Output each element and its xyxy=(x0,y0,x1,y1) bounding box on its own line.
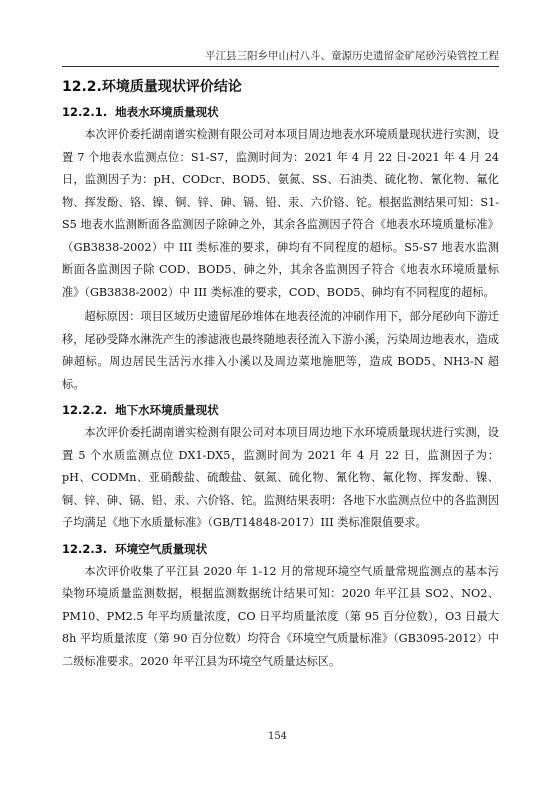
document-body xyxy=(62,76,499,675)
subsection-title: 地表水环境质量现状 xyxy=(115,105,219,119)
paragraph: 本次评价收集了平江县 2020 年 1-12 月的常规环境空气质量常规监测点的基本污染物环境质量监测数据，根据监测数据统计结果可知：2020 年平江县 SO2、NO2、PM10、PM2.5 年平均质量浓度，CO 日平均质量浓度（第 95 百分位数），O3 日最大 8h 平均质量浓度（第 90 百分位数）均符合《环境空气质量标准》（GB3095-2012）中二级标准要求。2020 年平江县为环境空气质量达标区。 xyxy=(62,564,499,668)
section-heading xyxy=(62,76,499,96)
subsection-heading-surface-water xyxy=(62,104,499,120)
paragraph: 本次评价委托湖南谱实检测有限公司对本项目周边地表水环境质量现状进行实测，设置 7 个地表水监测点位：S1-S7，监测时间为：2021 年 4 月 22 日-2021 年 4 月 24 日，监测因子为：pH、CODcr、BOD5、氨氮、SS、石油类、硫化物、氰化物、氟化物、挥发酚、铬、镍、铜、锌、砷、镉、铅、汞、六价铬、铊。根据监测结果可知：S1-S5 地表水监测断面各监测因子除砷之外，其余各监测因子符合《地表水环境质量标准》（GB3838-2002）中 III 类标准的要求，砷均有不同程度的超标。S5-S7 地表水监测断面各监测因子除 COD、BOD5、砷之外，其余各监测因子符合《地表水环境质量标准》（GB3838-2002）中 III 类标准的要求，COD、BOD5、砷均有不同程度的超标。 xyxy=(62,128,499,299)
section-title: 环境质量现状评价结论 xyxy=(101,79,242,95)
subsection-number: 12.2.3. xyxy=(62,541,108,556)
paragraph: 超标原因：项目区域历史遗留尾砂堆体在地表径流的冲刷作用下，部分尾砂向下游迁移，尾砂受降水淋洗产生的渗滤液也最终随地表径流入下游小溪，污染周边地表水，造成砷超标。周边居民生活污水排入小溪以及周边菜地施肥等，造成 BOD5、NH3-N 超标。 xyxy=(62,310,499,391)
page-header: 平江县三阳乡甲山村八斗、童源历史遗留金矿尾砂污染管控工程 xyxy=(205,50,499,62)
subsection-title: 环境空气质量现状 xyxy=(115,541,208,556)
subsection-number: 12.2.1. xyxy=(62,105,108,119)
header-divider xyxy=(62,66,499,67)
subsection-number: 12.2.2. xyxy=(62,403,108,417)
paragraph: 本次评价委托湖南谱实检测有限公司对本项目周边地下水环境质量现状进行实测，设置 5 个水质监测点位 DX1-DX5，监测时间为 2021 年 4 月 22 日，监测因子为：pH、CODMn、亚硝酸盐、硫酸盐、氨氮、硫化物、氰化物、氟化物、挥发酚、镍、铜、锌、砷、镉、铅、汞、六价铬、铊。监测结果表明：各地下水监测点位中的各监测因子均满足《地下水质量标准》（GB/T14848-2017）III 类标准限值要求。 xyxy=(62,426,499,529)
page-number: 154 xyxy=(267,731,288,742)
subsection-heading-groundwater xyxy=(62,402,499,418)
subsection-title: 地下水环境质量现状 xyxy=(115,403,219,417)
subsection-heading-air xyxy=(62,541,499,557)
section-number: 12.2. xyxy=(62,79,102,95)
